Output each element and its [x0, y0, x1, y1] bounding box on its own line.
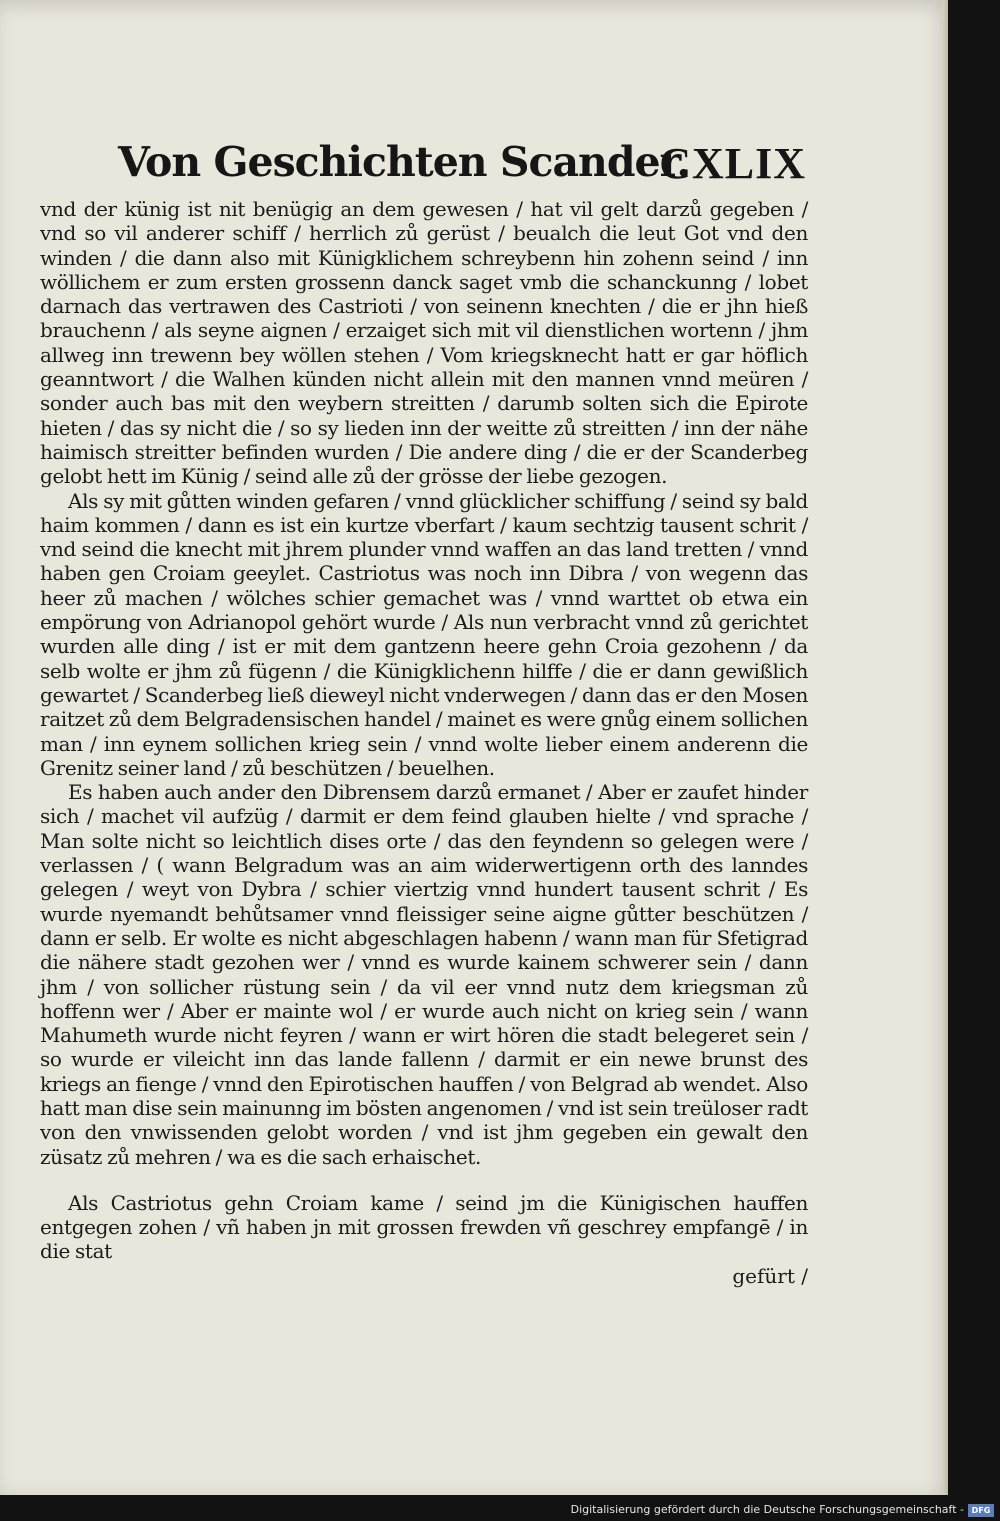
- paragraph: Als Castriotus gehn Croiam kame / seind jm die Künigischen hauffen entgegen zohen / vñ haben jn mit grossen frewden vñ geschrey empfangē / in die stat: [40, 1190, 808, 1264]
- catchword: gefürt /: [732, 1263, 808, 1288]
- dfg-logo-icon: DFG: [968, 1504, 994, 1517]
- footer-bar: [0, 1500, 1000, 1521]
- page-title: Von Geschichten Scander.: [118, 138, 690, 186]
- paragraph: vnd der künig ist nit benügig an dem gewesen / hat vil gelt darzů gegeben / vnd so vil anderer schiff / herrlich zů gerüst / beualch die leut Got vnd den winden / die dann also mit Künigklichem schreybenn hin zohenn seind / inn wöllichem er zum ersten grossenn danck saget vmb die schanckunng / lobet darnach das vertrawen des Castrioti / von seinenn knechten / die er jhn hieß brauchenn / als seyne aignen / erzaiget sich mit vil dienstlichen wortenn / jhm allweg inn trewenn bey wöllen stehen / Vom kriegsknecht hatt er gar höflich geanntwort / die Walhen künden nicht allein mit den mannen vnnd meüren / sonder auch bas mit den weybern streitten / darumb solten sich die Epirote hieten / das sy nicht die / so sy lieden inn der weitte zů streitten / inn der nähe haimisch streitter befinden wurden / Die andere ding / die er der Scanderbeg gelobt hett im Künig / seind alle zů der grösse der liebe gezogen.: [40, 197, 808, 489]
- folio-number: CXLIX: [659, 139, 806, 188]
- running-header: [118, 136, 806, 196]
- paragraph: Als sy mit gůtten winden gefaren / vnnd glücklicher schiffung / seind sy bald haim kommen / dann es ist ein kurtze vberfart / kaum sechtzig tausent schrit / vnd seind die knecht mit jhrem plunder vnnd waffen an das land tretten / vnnd haben gen Croiam geeylet. Castriotus was noch inn Dibra / von wegenn das heer zů machen / wölches schier gemachet was / vnnd warttet ob etwa ein empörung von Adrianopol gehört wurde / Als nun verbracht vnnd zů gerichtet wurden alle ding / ist er mit dem gantzenn heere gehn Croia gezohenn / da selb wolte er jhm zů fügenn / die Künigklichenn hilffe / die er dann gewißlich gewartet / Scanderbeg ließ dieweyl nicht vnderwegen / dann das er den Mosen raitzet zů dem Belgradensischen handel / mainet es were gnůg einem sollichen man / inn eynem sollichen krieg sein / vnnd wolte lieber einem anderenn die Grenitz seiner land / zů beschützen / beuelhen.: [40, 488, 808, 780]
- page-edge: [942, 0, 948, 1495]
- paragraph: Es haben auch ander den Dibrensem darzů ermanet / Aber er zaufet hinder sich / machet vil aufzüg / darmit er dem feind glauben hielte / vnd sprache / Man solte nicht so leichtlich dises orte / das den feyndenn so gelegen were / verlassen / ( wann Belgradum was an aim widerwertigenn orth des lanndes gelegen / weyt von Dybra / schier viertzig vnnd hundert tausent schrit / Es wurde nyemandt behůtsamer vnnd fleissiger seine aigne gůtter beschützen / dann er selb. Er wolte es nicht abgeschlagen habenn / wann man für Sfetigrad die nähere stadt gezohen wer / vnnd es wurde kainem schwerer sein / dann jhm / von sollicher rüstung sein / da vil eer vnnd nutz dem kriegsman zů hoffenn wer / Aber er mainte wol / er wurde auch nicht on krieg sein / wann Mahumeth wurde nicht feyren / wann er wirt hören die stadt belegeret sein / so wurde er vileicht inn das lande fallenn / darmit er ein newe brunst des kriegs an fienge / vnnd den Epirotischen hauffen / von Belgrad ab wendet. Also hatt man dise sein mainunng im bösten angenomen / vnd ist sein treülоser radt von den vnwissenden gelobt worden / vnd ist jhm gegeben ein gewalt den züsatz zů mehren / wa es die sach erhaischet.: [40, 780, 808, 1169]
- body-text: [40, 197, 808, 1290]
- funding-note: Digitalisierung gefördert durch die Deutsche Forschungsgemeinschaft -: [570, 1503, 964, 1516]
